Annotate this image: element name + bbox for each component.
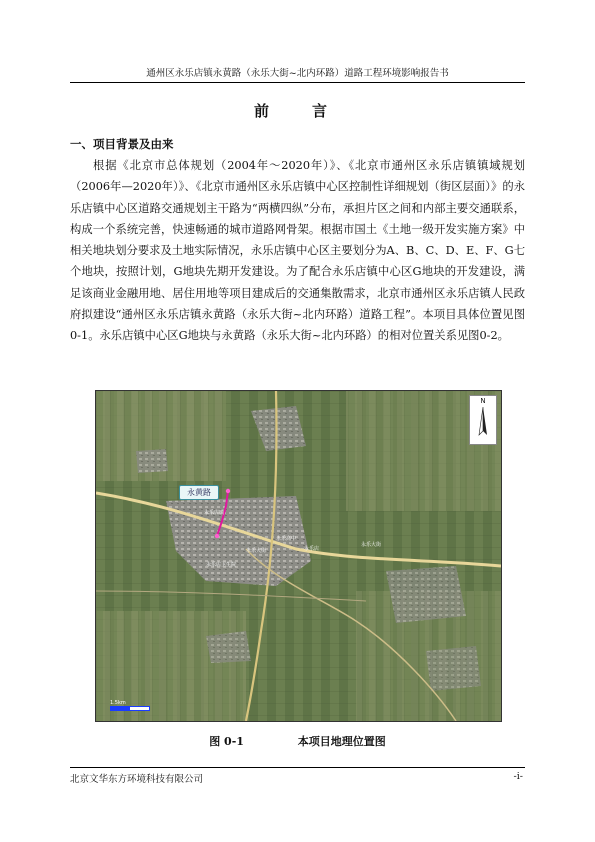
north-label: N bbox=[480, 397, 486, 405]
map-label-town: 永乐店镇 bbox=[204, 510, 225, 516]
satellite-image bbox=[96, 391, 501, 721]
figure-number: 图 0-1 bbox=[209, 735, 244, 748]
scale-label: 1.5km bbox=[110, 700, 126, 706]
section-heading: 一、项目背景及由来 bbox=[70, 137, 174, 151]
project-callout: 永黄路 bbox=[179, 485, 219, 500]
north-arrow-icon bbox=[470, 405, 496, 441]
body-paragraph: 根据《北京市总体规划（2004年～2020年）》、《北京市通州区永乐店镇镇域规划（2006年—2020年）》、《北京市通州区永乐店镇中心区控制性详细规划（街区层面）》的永乐店镇中心区道路交通规划主干路为“两横四纵”分布，承担片区之间和内部主要交通联系，构成一个系统完善，快速畅通的城市道路网骨架。根据市国土《土地一级开发实施方案》中相关地块划分要求及土地实际情况，永乐店镇中心区主要划分为A、B、C、D、E、F、G七个地块，按照计划，G地块先期开发建设。为了配合永乐店镇中心区G地块的开发建设，满足该商业金融用地、居住用地等项目建成后的交通集散需求，北京市通州区永乐店镇人民政府拟建设“通州区永乐店镇永黄路（永乐大街~北内环路）道路工程”。本项目具体位置见图0-1。永乐店镇中心区G地块与永黄路（永乐大街~北内环路）的相对位置关系见图0-2。 bbox=[70, 159, 525, 343]
scale-bar bbox=[110, 700, 150, 711]
footer-divider bbox=[70, 767, 525, 768]
map-label-street: 永乐大街 bbox=[246, 548, 267, 554]
location-map bbox=[95, 390, 502, 722]
map-label-hospital: 永乐店卫生院 bbox=[206, 562, 237, 568]
footer-company: 北京文华东方环境科技有限公司 bbox=[70, 774, 204, 785]
north-arrow bbox=[469, 395, 497, 445]
page-title: 前 言 bbox=[253, 102, 341, 120]
figure-caption bbox=[0, 733, 595, 749]
map-label-school: 永乐高中 bbox=[276, 536, 297, 542]
map-label-place: 永乐店 bbox=[304, 546, 320, 552]
map-label-street-east: 永乐大街 bbox=[361, 542, 382, 548]
page-number: -i- bbox=[513, 771, 523, 782]
figure-title: 本项目地理位置图 bbox=[297, 735, 386, 748]
page-header: 通州区永乐店镇永黄路（永乐大街~北内环路）道路工程环境影响报告书 bbox=[70, 65, 525, 83]
